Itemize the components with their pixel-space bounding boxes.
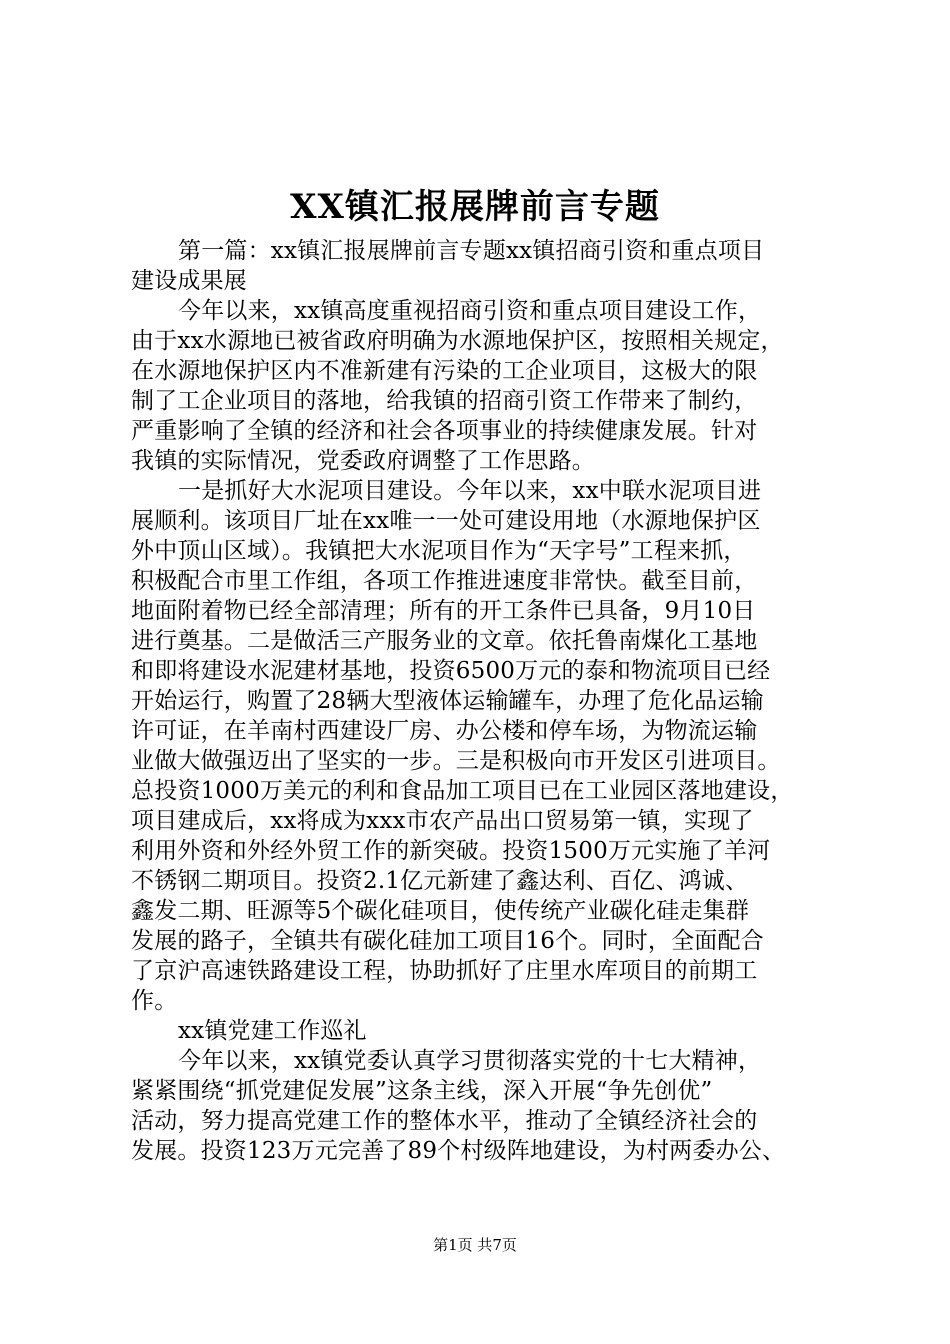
text-line: 鑫发二期、旺源等5个碳化硅项目，使传统产业碳化硅走集群: [131, 898, 750, 924]
text-line: 总投资1000万美元的利和食品加工项目已在工业园区落地建设，: [131, 778, 794, 804]
text-line: 展顺利。该项目厂址在xx唯一一处可建设用地（水源地保护区: [131, 508, 761, 534]
text-line: 许可证，在羊南村西建设厂房、办公楼和停车场，为物流运输: [131, 718, 758, 744]
document-body: [131, 236, 831, 1166]
text-line: xx镇党建工作巡礼: [178, 1018, 367, 1044]
text-line: 外中顶山区域）。我镇把大水泥项目作为“天字号”工程来抓，: [131, 538, 747, 564]
text-line: 发展的路子，全镇共有碳化硅加工项目16个。同时，全面配合: [131, 928, 764, 954]
text-line: 一是抓好大水泥项目建设。今年以来，xx中联水泥项目进: [178, 478, 762, 504]
text-line: 项目建成后，xx将成为xxx市农产品出口贸易第一镇，实现了: [131, 808, 754, 834]
text-line: 积极配合市里工作组，各项工作推进速度非常快。截至目前，: [131, 568, 758, 594]
text-line: 业做大做强迈出了坚实的一步。三是积极向市开发区引进项目。: [131, 748, 781, 774]
text-line: 进行奠基。二是做活三产服务业的文章。依托鲁南煤化工基地: [131, 628, 758, 654]
text-line: 活动，努力提高党建工作的整体水平，推动了全镇经济社会的: [131, 1108, 758, 1134]
text-line: 不锈钢二期项目。投资2.1亿元新建了鑫达利、百亿、鸿诚、: [131, 868, 749, 894]
text-line: 第一篇：xx镇汇报展牌前言专题xx镇招商引资和重点项目: [178, 238, 765, 264]
page-footer: 第1页 共7页: [433, 1236, 517, 1254]
text-line: 我镇的实际情况，党委政府调整了工作思路。: [131, 448, 595, 474]
text-line: 发展。投资123万元完善了89个村级阵地建设，为村两委办公、: [131, 1138, 786, 1164]
document-title: XX镇汇报展牌前言专题: [290, 187, 660, 227]
text-line: 在水源地保护区内不准新建有污染的工企业项目，这极大的限: [131, 358, 758, 384]
text-line: 开始运行，购置了28辆大型液体运输罐车，办理了危化品运输: [131, 688, 764, 714]
text-line: 了京沪高速铁路建设工程，协助抓好了庄里水库项目的前期工: [131, 958, 758, 984]
text-line: 今年以来，xx镇党委认真学习贯彻落实党的十七大精神，: [178, 1048, 762, 1074]
text-line: 建设成果展: [131, 268, 247, 294]
text-line: 今年以来，xx镇高度重视招商引资和重点项目建设工作，: [178, 298, 762, 324]
text-line: 制了工企业项目的落地，给我镇的招商引资工作带来了制约，: [131, 388, 758, 414]
text-line: 和即将建设水泥建材基地，投资6500万元的泰和物流项目已经: [131, 658, 771, 684]
text-line: 严重影响了全镇的经济和社会各项事业的持续健康发展。针对: [131, 418, 758, 444]
text-line: 利用外资和外经外贸工作的新突破。投资1500万元实施了羊河: [131, 838, 771, 864]
text-line: 地面附着物已经全部清理；所有的开工条件已具备，9月10日: [131, 598, 756, 624]
text-line: 由于xx水源地已被省政府明确为水源地保护区，按照相关规定，: [131, 328, 784, 354]
text-line: 紧紧围绕“抓党建促发展”这条主线，深入开展“争先创优”: [131, 1078, 713, 1104]
text-line: 作。: [131, 988, 178, 1014]
